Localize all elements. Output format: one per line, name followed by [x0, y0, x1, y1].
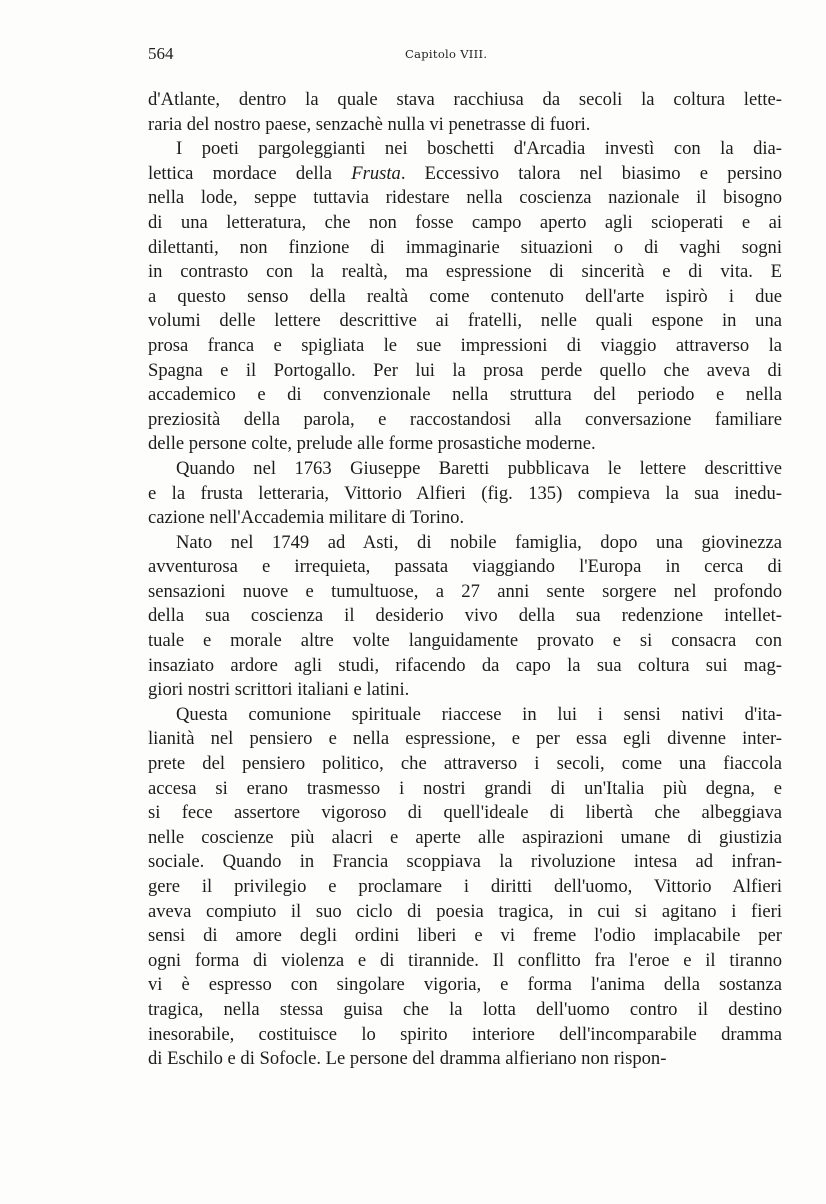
text-line: prosa franca e spigliata le sue impressioni di viaggio attraverso la — [148, 334, 782, 356]
body-text — [148, 88, 782, 1072]
text-line: accademico e di convenzionale nella struttura del periodo e nella — [148, 384, 782, 406]
text-line: sensazioni nuove e tumultuose, a 27 anni sente sorgere nel profondo — [148, 580, 782, 602]
text-line: raria del nostro paese, senzachè nulla vi penetrasse di fuori. — [148, 113, 591, 135]
text-line: lianità nel pensiero e nella espressione, e per essa egli divenne inter- — [148, 728, 782, 750]
text-line: nelle coscienze più alacri e aperte alle aspirazioni umane di giustizia — [148, 826, 782, 848]
text-line: in contrasto con la realtà, ma espressione di sincerità e di vita. E — [148, 261, 782, 283]
page-number: 564 — [148, 44, 174, 63]
text-line: Nato nel 1749 ad Asti, di nobile famiglia, dopo una giovinezza — [176, 531, 782, 553]
text-line: a questo senso della realtà come contenuto dell'arte ispirò i due — [148, 285, 782, 307]
paragraph — [148, 88, 782, 137]
text-line: cazione nell'Accademia militare di Torino. — [148, 507, 465, 529]
text-line: preziosità della parola, e raccostandosi alla conversazione familiare — [148, 408, 782, 430]
paragraph — [148, 531, 782, 703]
text-line: vi è espresso con singolare vigoria, e forma l'anima della sostanza — [148, 974, 782, 996]
text-line: sociale. Quando in Francia scoppiava la rivoluzione intesa ad infran- — [148, 851, 782, 873]
italic-title: Frusta — [351, 162, 401, 184]
text-line: di una letteratura, che non fosse campo aperto agli scioperati e ai — [148, 211, 782, 233]
text-line: lettica mordace della Frusta. Eccessivo talora nel biasimo e persino — [148, 162, 783, 184]
text-line: sensi di amore degli ordini liberi e vi freme l'odio implacabile per — [148, 925, 782, 947]
paragraph — [148, 137, 782, 457]
text-line: tragica, nella stessa guisa che la lotta dell'uomo contro il destino — [148, 998, 782, 1020]
text-line: nella lode, seppe tuttavia ridestare nella coscienza nazionale il bisogno — [148, 187, 782, 209]
running-head — [148, 44, 783, 68]
text-line: aveva compiuto il suo ciclo di poesia tragica, in cui si agitano i fieri — [148, 900, 782, 922]
text-line: della sua coscienza il desiderio vivo della sua redenzione intellet- — [148, 605, 782, 627]
text-line: tuale e morale altre volte languidamente provato e si consacra con — [148, 630, 782, 652]
text-line: d'Atlante, dentro la quale stava racchiusa da secoli la coltura lette- — [148, 89, 782, 110]
text-line: delle persone colte, prelude alle forme prosastiche moderne. — [148, 433, 596, 455]
text-line: volumi delle lettere descrittive ai fratelli, nelle quali espone in una — [148, 310, 782, 332]
text-line: giori nostri scrittori italiani e latini. — [148, 679, 410, 701]
text-line: prete del pensiero politico, che attraverso i secoli, come una fiaccola — [148, 753, 782, 775]
text-line: inesorabile, costituisce lo spirito interiore dell'incomparabile dramma — [148, 1023, 782, 1045]
text-line: Quando nel 1763 Giuseppe Baretti pubblicava le lettere descrittive — [176, 457, 782, 479]
chapter-title: Capitolo VIII. — [405, 47, 488, 61]
text-line: di Eschilo e di Sofocle. Le persone del dramma alfieriano non rispon- — [148, 1048, 667, 1070]
text-line: gere il privilegio e proclamare i diritti dell'uomo, Vittorio Alfieri — [148, 876, 782, 897]
text-line: I poeti pargoleggianti nei boschetti d'Arcadia investì con la dia- — [176, 138, 782, 160]
text-line: insaziato ardore agli studi, rifacendo da capo la sua coltura sui mag- — [148, 654, 782, 676]
text-line: Spagna e il Portogallo. Per lui la prosa perde quello che aveva di — [148, 359, 782, 381]
paragraph — [148, 457, 782, 531]
text-line: dilettanti, non finzione di immaginarie situazioni o di vaghi sogni — [148, 236, 782, 258]
text-line: accesa si erano trasmesso i nostri grandi di un'Italia più degna, e — [148, 777, 782, 799]
text-line: si fece assertore vigoroso di quell'ideale di libertà che albeggiava — [148, 802, 782, 824]
text-line: e la frusta letteraria, Vittorio Alfieri (fig. 135) compieva la sua inedu- — [148, 482, 782, 504]
text-line: ogni forma di violenza e di tirannide. Il conflitto fra l'eroe e il tiranno — [148, 949, 782, 971]
text-line: avventurosa e irrequieta, passata viaggiando l'Europa in cerca di — [148, 556, 782, 578]
paragraph — [148, 703, 782, 1072]
text-line: Questa comunione spirituale riaccese in lui i sensi nativi d'ita- — [176, 703, 782, 725]
